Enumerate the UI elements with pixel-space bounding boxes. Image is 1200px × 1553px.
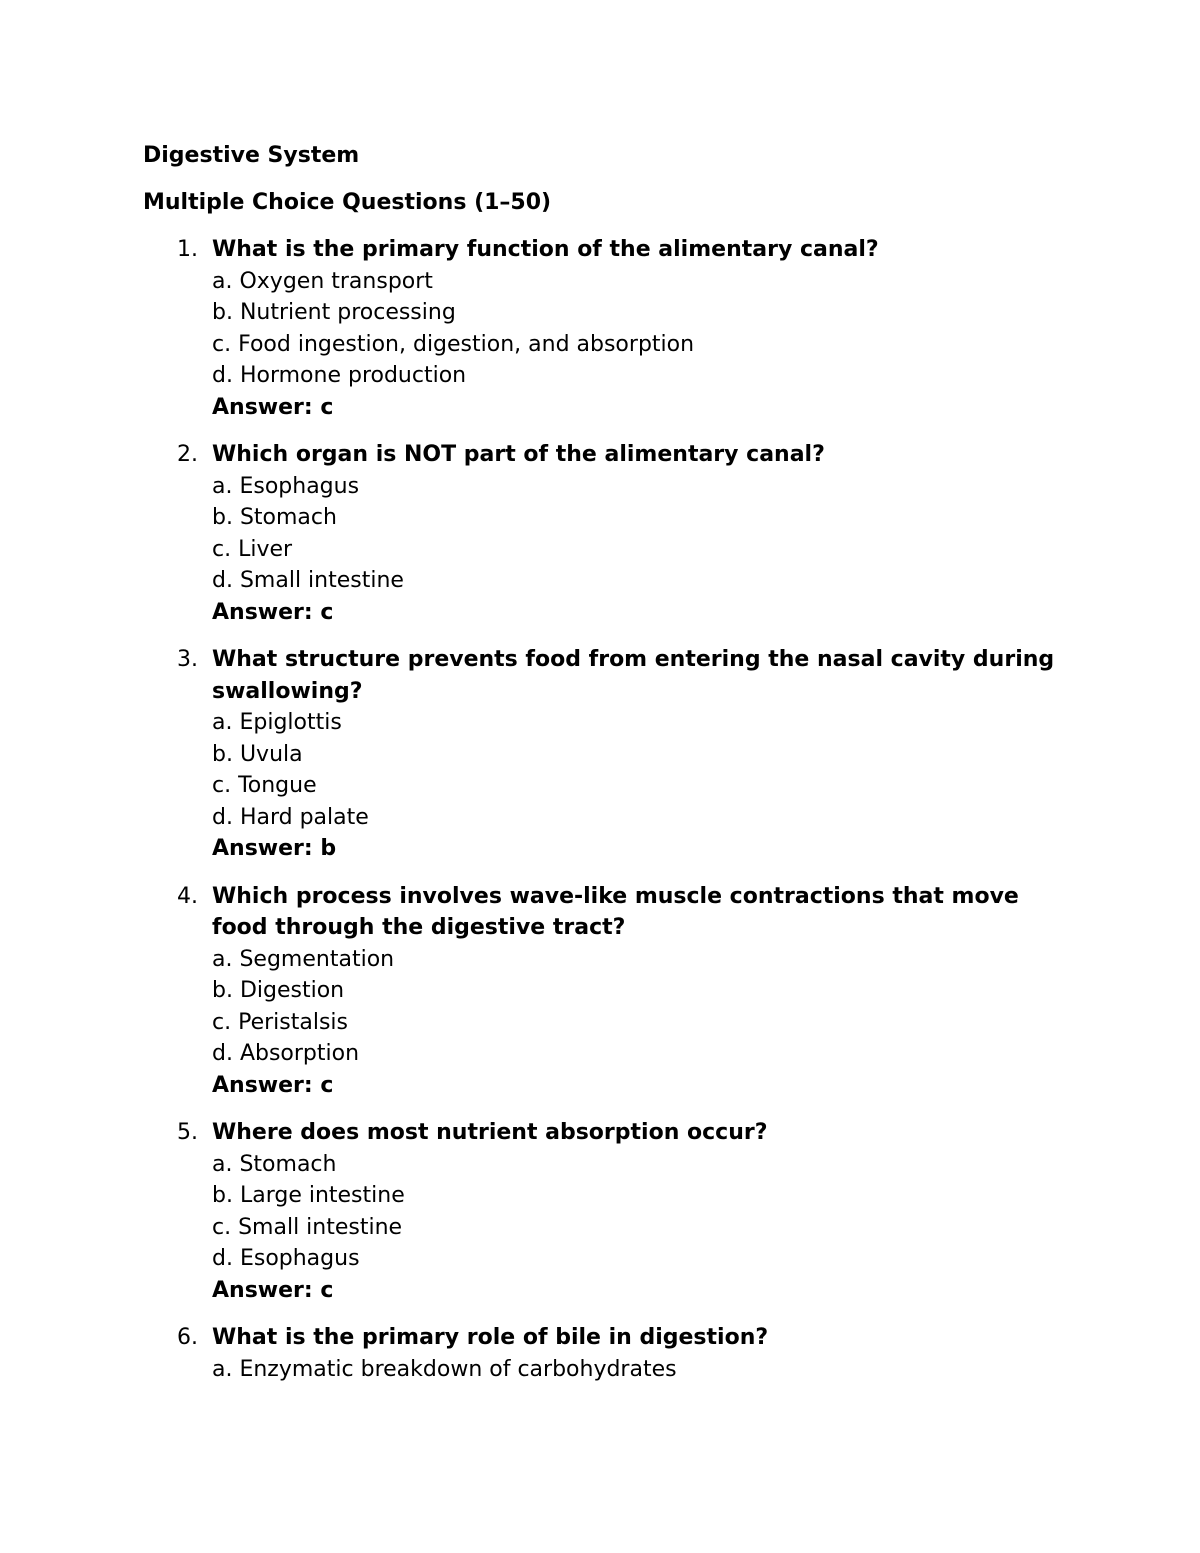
question-item: [143, 644, 1063, 865]
question-number: 5.: [177, 1120, 198, 1145]
answer-option: b. Stomach: [212, 505, 337, 530]
question-number: 4.: [177, 883, 198, 909]
answer-option: a. Esophagus: [212, 473, 360, 499]
answer-option: d. Esophagus: [212, 1246, 360, 1271]
question-text: What is the primary function of the alimentary canal?: [212, 237, 879, 262]
answer-option: d. Hormone production: [212, 363, 467, 388]
answer-option: b. Large intestine: [212, 1183, 405, 1208]
answer-option: d. Small intestine: [212, 568, 404, 593]
question-text: Where does most nutrient absorption occur?: [212, 1120, 768, 1145]
answer-option: b. Uvula: [212, 741, 303, 767]
answer-option: a. Stomach: [212, 1151, 337, 1177]
question-item: [143, 1117, 1063, 1306]
question-number: 2.: [177, 442, 198, 467]
question-text: Which organ is NOT part of the alimentary canal?: [212, 442, 825, 467]
question-number: 3.: [177, 647, 198, 672]
correct-answer: Answer: c: [212, 394, 334, 420]
document-page: [143, 140, 1063, 1401]
question-list: [143, 234, 1063, 1385]
answer-option: c. Liver: [212, 536, 293, 562]
question-item: [143, 234, 1063, 423]
document-subtitle: Multiple Choice Questions (1–50): [143, 190, 552, 215]
answer-option: c. Peristalsis: [212, 1009, 348, 1035]
answer-option: a. Segmentation: [212, 946, 395, 972]
answer-option: c. Food ingestion, digestion, and absorption: [212, 331, 695, 357]
question-text: Which process involves wave-like muscle contractions that move food through the digestive tract?: [212, 883, 1019, 940]
answer-option: a. Oxygen transport: [212, 268, 433, 294]
answer-option: b. Digestion: [212, 978, 345, 1003]
answer-option: a. Epiglottis: [212, 710, 342, 735]
answer-option: c. Small intestine: [212, 1214, 403, 1240]
question-number: 1.: [177, 237, 198, 262]
answer-option: d. Hard palate: [212, 804, 369, 830]
answer-option: b. Nutrient processing: [212, 300, 456, 325]
answer-option: d. Absorption: [212, 1041, 360, 1066]
correct-answer: Answer: c: [212, 1277, 334, 1303]
correct-answer: Answer: b: [212, 836, 337, 861]
correct-answer: Answer: c: [212, 1072, 334, 1098]
answer-option: a. Enzymatic breakdown of carbohydrates: [212, 1356, 677, 1382]
answer-option: c. Tongue: [212, 773, 317, 798]
question-text: What is the primary role of bile in digestion?: [212, 1325, 769, 1350]
question-item: [143, 881, 1063, 1102]
question-item: [143, 1322, 1063, 1385]
document-title: Digestive System: [143, 143, 360, 168]
question-number: 6.: [177, 1325, 198, 1350]
question-text: What structure prevents food from entering the nasal cavity during swallowing?: [212, 647, 1055, 704]
question-item: [143, 439, 1063, 628]
correct-answer: Answer: c: [212, 599, 334, 625]
